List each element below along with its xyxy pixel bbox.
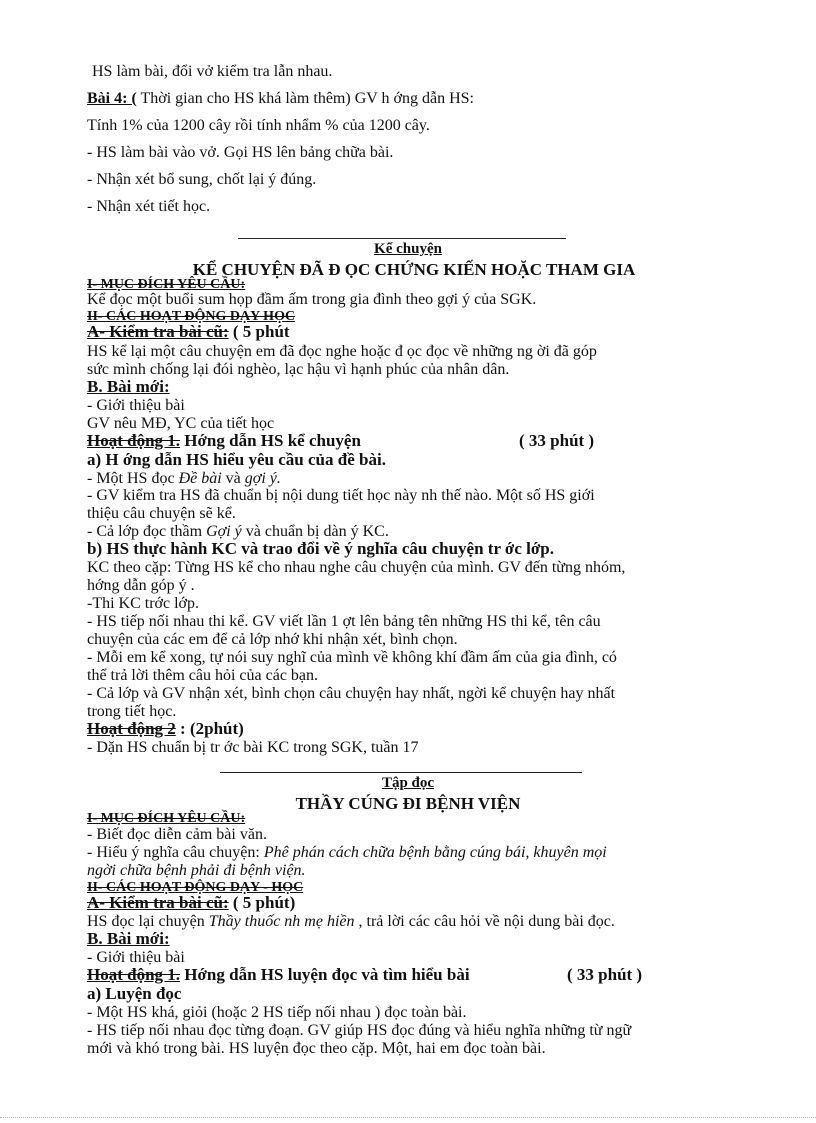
text-line: - Nhận xét bổ sung, chốt lại ý đúng. (87, 171, 317, 188)
activity-label: Hoạt động 1. (87, 965, 181, 984)
section-heading: II- CÁC HOẠT ĐỘNG DẠY - HỌC (87, 880, 304, 895)
activity-heading (87, 432, 361, 450)
text-line: - HS tiếp nối nhau đọc từng đoạn. GV giúp HS đọc đúng và hiểu nghĩa những từ ngữ (87, 1022, 632, 1039)
text-line: hớng dẫn góp ý . (87, 577, 195, 594)
subsection-heading: B. Bài mới: (87, 929, 170, 948)
text-line: KC theo cặp: Từng HS kể cho nhau nghe câu chuyện của mình. GV đến từng nhóm, (87, 559, 626, 576)
exercise-label: Bài 4: ( (87, 90, 137, 107)
text-span: - Cả lớp đọc thầm (87, 523, 207, 540)
text-span: HS đọc lại chuyện (87, 913, 209, 930)
subsection-heading (87, 323, 290, 341)
text-line: - HS làm bài vào vở. Gọi HS lên bảng chữa bài. (87, 144, 394, 161)
text-span: và (221, 470, 245, 487)
divider (220, 772, 582, 773)
text-span: - Một HS đọc (87, 470, 179, 487)
text-line: sức mình chống lại đói nghèo, lạc hậu vì hạnh phúc của nhân dân. (87, 361, 510, 378)
heading-time: ( 5 phút) (228, 893, 296, 912)
text-line: ngời chữa bệnh phải đi bệnh viện. (87, 862, 306, 879)
text-line: thiệu câu chuyện sẽ kể. (87, 505, 236, 522)
text-line: HS kể lại một câu chuyện em đã đọc nghe hoặc đ ọc đọc về những ng ời đã góp (87, 343, 597, 360)
text-line: GV nêu MĐ, YC của tiết học (87, 415, 275, 432)
activity-text: Hớng dẫn HS luyện đọc và tìm hiểu bài (180, 965, 470, 984)
text-line: - Giới thiệu bài (87, 397, 185, 414)
subsection-heading: a) Luyện đọc (87, 984, 182, 1003)
activity-time: ( 33 phút ) (519, 431, 595, 450)
text-line: - Cả lớp và GV nhận xét, bình chọn câu chuyện hay nhất, ngời kể chuyện hay nhất (87, 685, 616, 702)
text-line: thể trả lời thêm câu hỏi của các bạn. (87, 667, 319, 684)
subsection-heading: B. Bài mới: (87, 377, 170, 396)
text-span: - Hiểu ý nghĩa câu chuyện: (87, 844, 264, 861)
italic-span: gợi ý. (244, 470, 281, 487)
subsection-heading: a) H ớng dẫn HS hiểu yêu cầu của đề bài. (87, 450, 386, 469)
activity-time: : (2phút) (175, 719, 244, 738)
text-line: chuyện của các em để cả lớp nhớ khi nhận xét, bình chọn. (87, 631, 458, 648)
text-line: mới và khó trong bài. HS luyện đọc theo cặp. Một, hai em đọc toàn bài. (87, 1040, 546, 1057)
heading-time: ( 5 phút (228, 322, 290, 341)
activity-text: Hớng dẫn HS kể chuyện (180, 431, 361, 450)
heading-text: A- Kiểm tra bài cũ: (87, 322, 229, 341)
page-bottom-border (0, 1117, 816, 1118)
activity-heading (87, 966, 470, 984)
subsection-heading: b) HS thực hành KC và trao đổi về ý nghĩa câu chuyện tr ớc lớp. (87, 539, 554, 558)
italic-span: Đề bài (178, 470, 222, 487)
text-line: - Một HS khá, giỏi (hoặc 2 HS tiếp nối nhau ) đọc toàn bài. (87, 1004, 467, 1021)
text-line (87, 844, 607, 862)
section-heading: II- CÁC HOẠT ĐỘNG DẠY HỌC (87, 309, 296, 324)
text-span: , trả lời các câu hỏi về nội dung bài đọc. (354, 913, 615, 930)
lesson-title: THẦY CÚNG ĐI BỆNH VIỆN (295, 794, 521, 813)
activity-heading (87, 720, 244, 738)
text-line: trong tiết học. (87, 703, 177, 720)
text-line: - Dặn HS chuẩn bị tr ớc bài KC trong SGK, tuần 17 (87, 739, 419, 756)
text-line: - HS tiếp nối nhau thi kể. GV viết lần 1 ợt lên bảng tên những HS thi kể, tên câu (87, 613, 601, 630)
italic-span: Gợi ý (206, 523, 242, 540)
section-heading: I- MỤC ĐÍCH YÊU CẦU: (87, 277, 246, 292)
text-line: - Giới thiệu bài (87, 949, 185, 966)
activity-time: ( 33 phút ) (567, 965, 643, 984)
text-line: - Biết đọc diễn cảm bài văn. (87, 826, 267, 843)
text-line: - GV kiểm tra HS đã chuẩn bị nội dung tiết học này nh thế nào. Một số HS giới (87, 487, 595, 504)
heading-text: A- Kiểm tra bài cũ: (87, 893, 229, 912)
subject-heading: Kể chuyện (374, 241, 442, 257)
italic-span: Thầy thuốc nh mẹ hiền (208, 913, 355, 930)
text-line: HS làm bài, đổi vở kiểm tra lẫn nhau. (92, 63, 333, 80)
text-line: Tính 1% của 1200 cây rồi tính nhẩm % của 1200 cây. (87, 117, 430, 134)
activity-label: Hoạt động 1. (87, 431, 181, 450)
lesson-title: KỂ CHUYỆN ĐÃ Đ ỌC CHỨNG KIẾN HOẶC THAM GIA (192, 260, 636, 279)
subsection-heading (87, 894, 295, 912)
text-line: - Mỗi em kể xong, tự nói suy nghĩ của mình về không khí đầm ấm của gia đình, có (87, 649, 617, 666)
text-line: - Nhận xét tiết học. (87, 198, 211, 215)
italic-span: Phê phán cách chữa bệnh bằng cúng bái, khuyên mọi (263, 844, 607, 861)
text-span: Thời gian cho HS khá làm thêm) GV h ớng dẫn HS: (136, 90, 474, 107)
text-line: Kể đọc một buổi sum họp đầm ấm trong gia đình theo gợi ý của SGK. (87, 291, 537, 308)
text-line (87, 90, 474, 108)
activity-label: Hoạt động 2 (87, 719, 176, 738)
text-line: -Thi KC trớc lớp. (87, 595, 200, 612)
subject-heading: Tập đọc (381, 775, 435, 791)
text-line (87, 470, 281, 488)
text-span: và chuẩn bị dàn ý KC. (241, 523, 389, 540)
divider (238, 238, 566, 239)
section-heading: I- MỤC ĐÍCH YÊU CẦU: (87, 811, 246, 826)
